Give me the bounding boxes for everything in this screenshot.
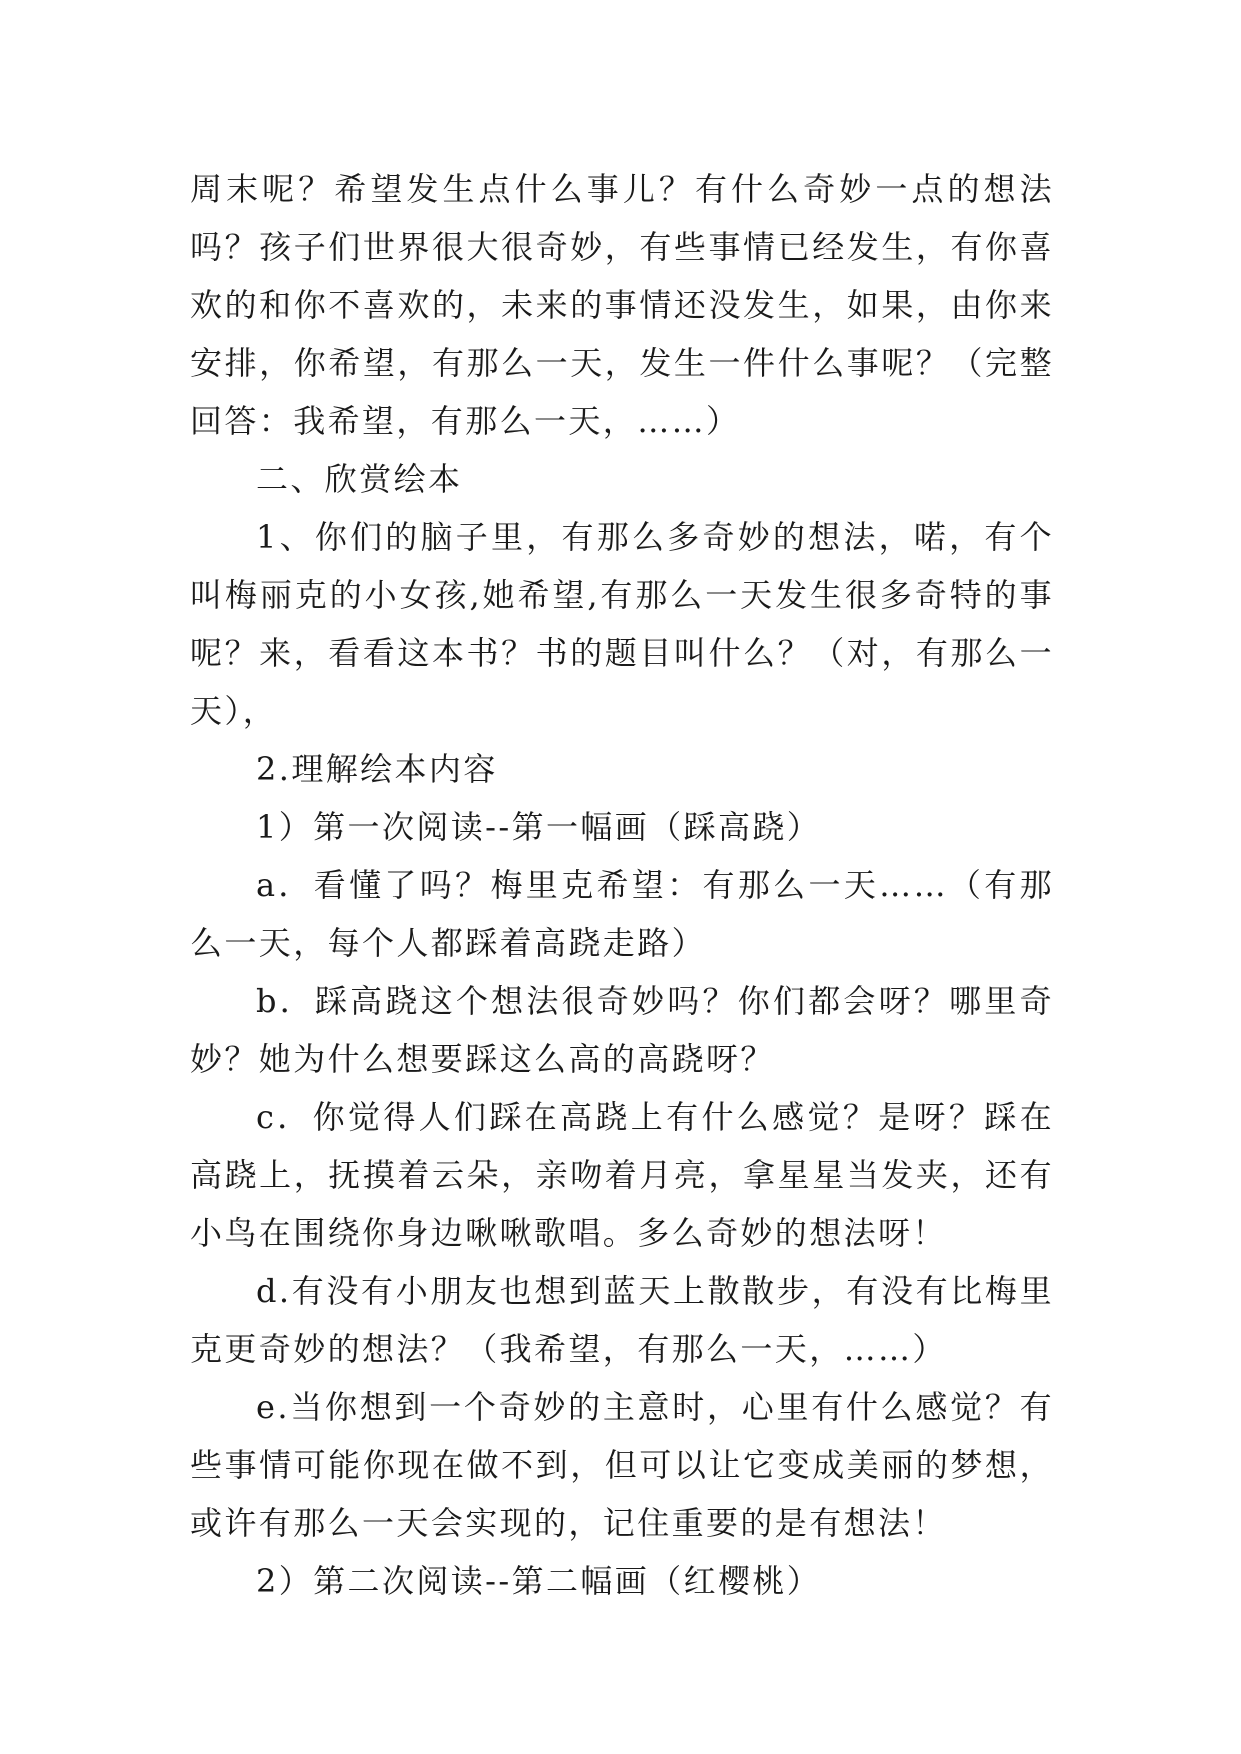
subheading-second-reading: 2）第二次阅读--第二幅画（红樱桃） (256, 1562, 822, 1600)
paragraph-step-1: 1、你们的脑子里，有那么多奇妙的想法，喏，有个叫梅丽克的小女孩,她希望,有那么一天发生很多奇特的事呢？来，看看这本书？书的题目叫什么？（对，有那么一天）， (190, 518, 1054, 730)
subheading-understand-content: 2.理解绘本内容 (256, 750, 498, 788)
paragraph-continuation: 周末呢？希望发生点什么事儿？有什么奇妙一点的想法吗？孩子们世界很大很奇妙，有些事情已经发生，有你喜欢的和你不喜欢的，未来的事情还没发生，如果，由你来安排，你希望，有那么一天，发生一件什么事呢？（完整回答：我希望，有那么一天，……） (190, 170, 1054, 440)
paragraph-item-b: b．踩高跷这个想法很奇妙吗？你们都会呀？哪里奇妙？她为什么想要踩这么高的高跷呀？ (190, 982, 1054, 1078)
subheading-first-reading: 1）第一次阅读--第一幅画（踩高跷） (256, 808, 822, 846)
paragraph-item-d: d.有没有小朋友也想到蓝天上散散步，有没有比梅里克更奇妙的想法？（我希望，有那么一天，……） (190, 1272, 1054, 1368)
section-heading-appreciate-picture-book: 二、欣赏绘本 (256, 460, 463, 498)
paragraph-item-c: c．你觉得人们踩在高跷上有什么感觉？是呀？踩在高跷上，抚摸着云朵，亲吻着月亮，拿星星当发夹，还有小鸟在围绕你身边啾啾歌唱。多么奇妙的想法呀！ (190, 1098, 1054, 1252)
paragraph-item-e: e.当你想到一个奇妙的主意时，心里有什么感觉？有些事情可能你现在做不到，但可以让它变成美丽的梦想，或许有那么一天会实现的，记住重要的是有想法！ (190, 1388, 1054, 1542)
document-body (190, 160, 1054, 1610)
paragraph-item-a: a．看懂了吗？梅里克希望：有那么一天……（有那么一天，每个人都踩着高跷走路） (190, 866, 1054, 962)
